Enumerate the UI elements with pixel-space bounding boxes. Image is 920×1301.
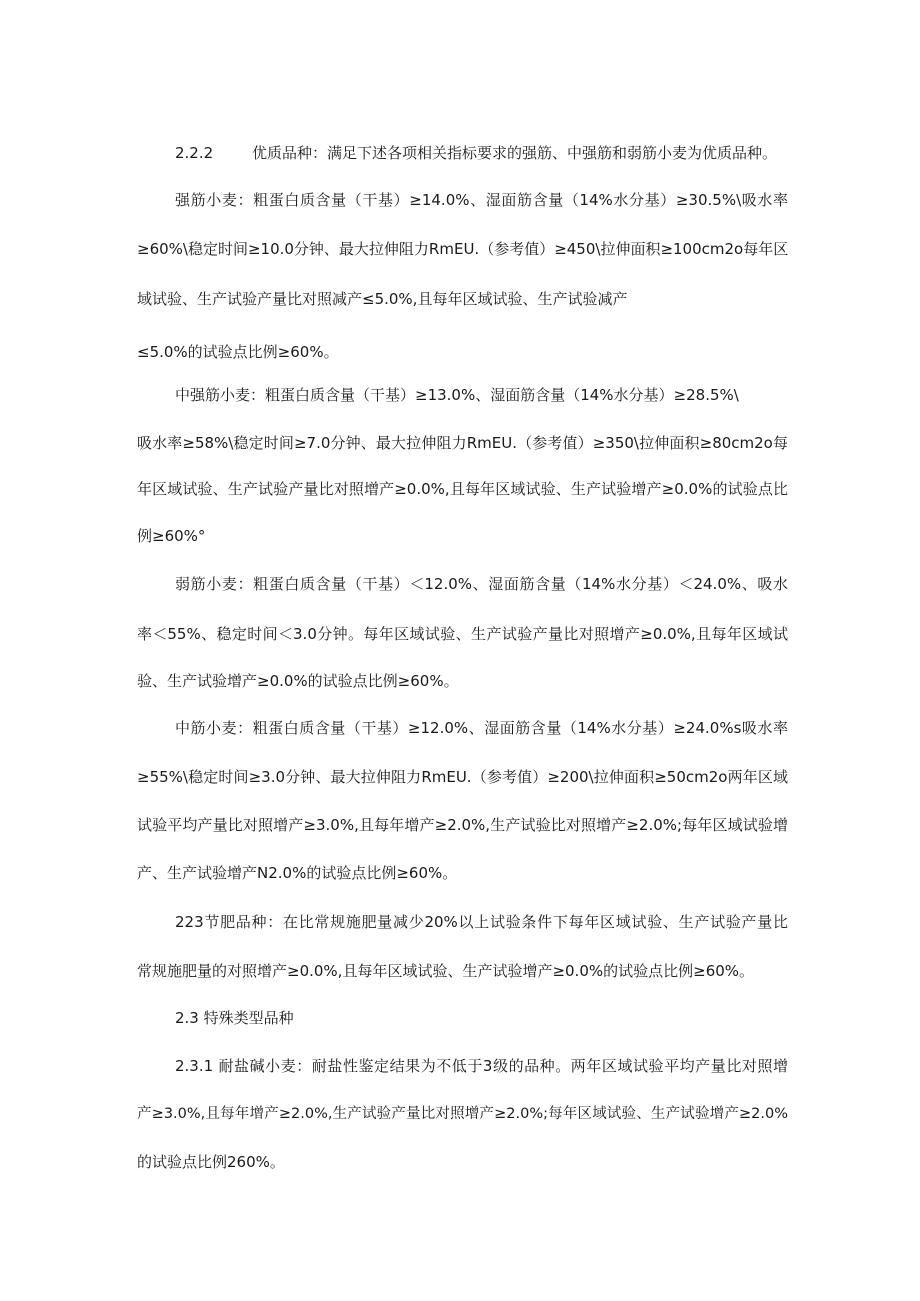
section-2-2-2-text: 优质品种：满足下述各项相关指标要求的强筋、中强筋和弱筋小麦为优质品种。 — [252, 144, 778, 162]
weak-gluten-line-3: 验、生产试验增产≥0.0%的试验点比例≥60%。 — [137, 672, 459, 690]
medium-strong-line-3: 年区域试验、生产试验产量比对照增产≥0.0%,且每年区域试验、生产试验增产≥0.0%的试验点比 — [137, 480, 788, 498]
section-2-3-1-line-2: 产≥3.0%,且每年增产≥2.0%,生产试验产量比对照增产≥2.0%;每年区域试验、生产试验增产≥2.0% — [137, 1106, 788, 1122]
strong-gluten-line-2: ≥60%\稳定时间≥10.0分钟、最大拉伸阻力RmEU.（参考值）≥450\拉伸面积≥100cm2o每年区 — [137, 240, 789, 258]
weak-gluten-line-1: 弱筋小麦：粗蛋白质含量（干基）＜12.0%、湿面筋含量（14%水分基）＜24.0%、吸水 — [175, 575, 788, 593]
medium-gluten-line-4: 产、生产试验增产N2.0%的试验点比例≥60%。 — [137, 864, 458, 882]
strong-gluten-line-3: 域试验、生产试验产量比对照减产≤5.0%,且每年区域试验、生产试验减产 — [137, 290, 628, 308]
section-2-3-1-line-1: 2.3.1 耐盐碱小麦：耐盐性鉴定结果为不低于3级的品种。两年区域试验平均产量比对照增 — [175, 1057, 788, 1075]
section-2-3-heading: 2.3 特殊类型品种 — [175, 1009, 294, 1027]
medium-strong-line-1: 中强筋小麦：粗蛋白质含量（干基）≥13.0%、湿面筋含量（14%水分基）≥28.5%\ — [175, 386, 739, 404]
weak-gluten-line-2: 率＜55%、稳定时间＜3.0分钟。每年区域试验、生产试验产量比对照增产≥0.0%,且每年区域试 — [137, 625, 788, 643]
medium-strong-line-4: 例≥60%° — [137, 527, 206, 545]
section-2-3-1-line-3: 的试验点比例260%。 — [137, 1153, 285, 1171]
strong-gluten-line-1: 强筋小麦：粗蛋白质含量（干基）≥14.0%、湿面筋含量（14%水分基）≥30.5%\吸水率 — [175, 191, 788, 209]
section-2-2-3-line-1: 223节肥品种：在比常规施肥量减少20%以上试验条件下每年区域试验、生产试验产量比 — [175, 913, 788, 931]
section-number-2-2-2: 2.2.2 — [175, 144, 214, 162]
strong-gluten-line-4: ≤5.0%的试验点比例≥60%。 — [137, 343, 339, 361]
section-2-2-3-line-2: 常规施肥量的对照增产≥0.0%,且每年区域试验、生产试验增产≥0.0%的试验点比例≥60%。 — [137, 962, 755, 980]
medium-gluten-line-1: 中筋小麦：粗蛋白质含量（干基）≥12.0%、湿面筋含量（14%水分基）≥24.0%s吸水率 — [175, 719, 788, 737]
medium-gluten-line-3: 试验平均产量比对照增产≥3.0%,且每年增产≥2.0%,生产试验比对照增产≥2.0%;每年区域试验增 — [137, 816, 788, 834]
medium-strong-line-2: 吸水率≥58%\稳定时间≥7.0分钟、最大拉伸阻力RmEU.（参考值）≥350\拉伸面积≥80cm2o每 — [137, 434, 788, 452]
medium-gluten-line-2: ≥55%\稳定时间≥3.0分钟、最大拉伸阻力RmEU.（参考值）≥200\拉伸面积≥50cm2o两年区域 — [137, 768, 788, 786]
